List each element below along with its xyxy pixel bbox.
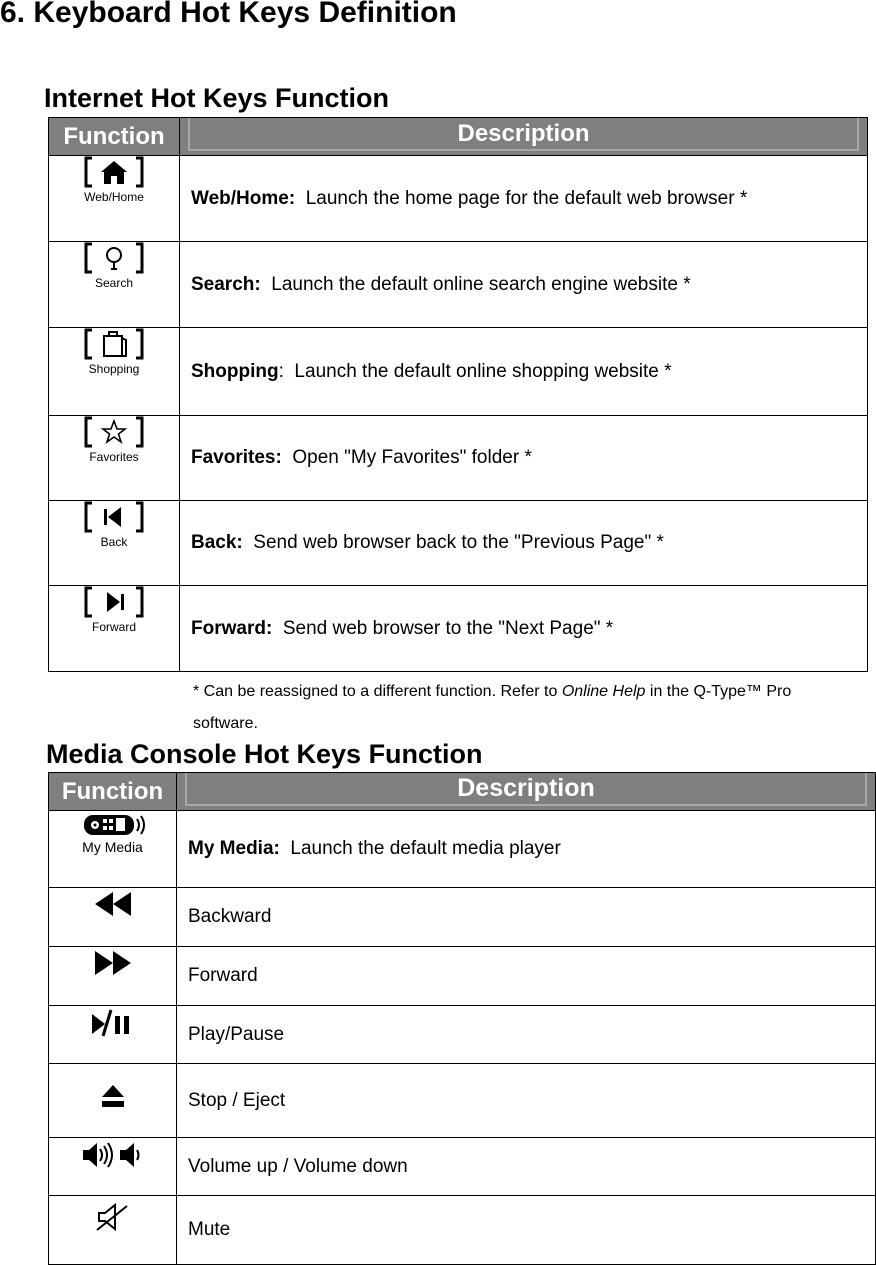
media-hotkeys-table	[48, 772, 876, 1265]
table-row	[49, 1064, 876, 1138]
table-row	[49, 1006, 876, 1064]
section-title: 6. Keyboard Hot Keys Definition	[0, 0, 457, 29]
list-item: Favorites: Open "My Favorites" folder *	[180, 416, 868, 501]
volume-icon	[49, 1138, 177, 1196]
list-item: Stop / Eject	[177, 1064, 876, 1138]
list-item: Search: Launch the default online search engine website *	[180, 242, 868, 328]
shopping-icon: Shopping	[49, 328, 180, 416]
table-row	[49, 947, 876, 1006]
list-item: Back: Send web browser back to the "Previous Page" *	[180, 501, 868, 586]
table-row	[49, 156, 868, 242]
star-icon: Favorites	[49, 416, 180, 501]
fast-forward-icon	[49, 947, 177, 1006]
table-row	[49, 888, 876, 947]
list-item: Volume up / Volume down	[177, 1138, 876, 1196]
list-item: Shopping: Launch the default online shopping website *	[180, 328, 868, 416]
table-row	[49, 416, 868, 501]
media-heading: Media Console Hot Keys Function	[46, 739, 483, 769]
eject-icon	[49, 1064, 177, 1138]
rewind-icon	[49, 888, 177, 947]
back-icon: Back	[49, 501, 180, 586]
list-item: Web/Home: Launch the home page for the default web browser *	[180, 156, 868, 242]
table-header	[49, 773, 876, 811]
function-header: Function	[49, 118, 180, 156]
footnote: * Can be reassigned to a different function. Refer to Online Help in the Q-Type™ Pro software.	[193, 683, 792, 732]
table-row	[49, 501, 868, 586]
list-item: Backward	[177, 888, 876, 947]
description-header: Description	[177, 773, 876, 811]
list-item: My Media: Launch the default media player	[177, 811, 876, 888]
function-header: Function	[49, 773, 177, 811]
list-item: Forward: Send web browser to the "Next Page" *	[180, 586, 868, 672]
list-item: Play/Pause	[177, 1006, 876, 1064]
table-row	[49, 242, 868, 328]
internet-heading: Internet Hot Keys Function	[44, 83, 390, 113]
table-row	[49, 586, 868, 672]
my-media-icon: My Media	[49, 811, 177, 888]
mute-icon	[49, 1196, 177, 1265]
search-icon: Search	[49, 242, 180, 328]
list-item: Forward	[177, 947, 876, 1006]
internet-hotkeys-table	[48, 117, 868, 672]
play-pause-icon	[49, 1006, 177, 1064]
table-row	[49, 1138, 876, 1196]
home-icon: Web/Home	[49, 156, 180, 242]
table-row	[49, 328, 868, 416]
forward-icon: Forward	[49, 586, 180, 672]
table-header	[49, 118, 868, 156]
table-row	[49, 1196, 876, 1265]
table-row	[49, 811, 876, 888]
description-header: Description	[180, 118, 868, 156]
list-item: Mute	[177, 1196, 876, 1265]
